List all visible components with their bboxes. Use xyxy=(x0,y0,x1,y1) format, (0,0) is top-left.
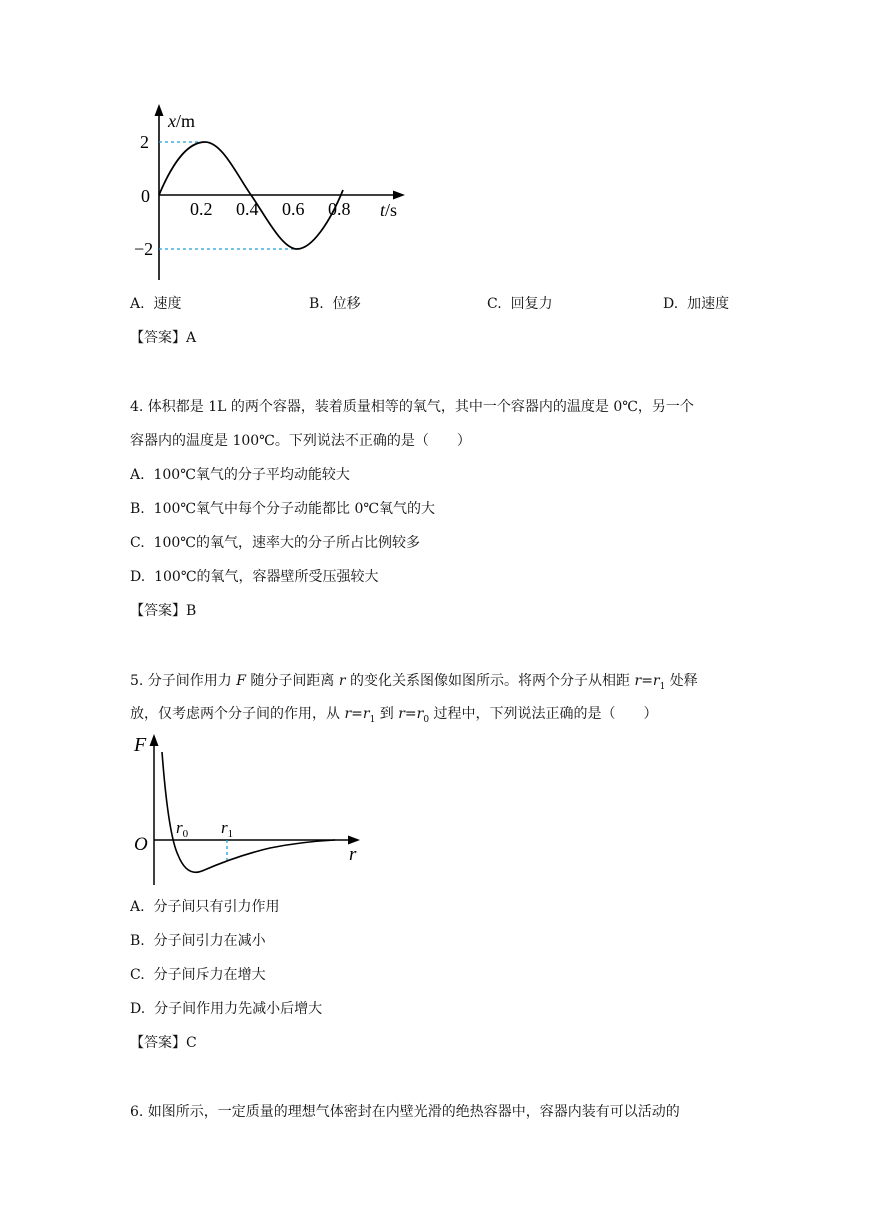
option-letter: D. xyxy=(130,569,146,585)
q4-option-c[interactable] xyxy=(130,533,420,553)
x-tick-0.2: 0.2 xyxy=(190,199,213,219)
force-curve xyxy=(162,752,335,872)
r1-label: $r_1$ xyxy=(221,818,234,840)
f-axis-label: F xyxy=(134,734,147,756)
q5-option-d[interactable] xyxy=(130,999,322,1019)
option-text: 加速度 xyxy=(687,296,730,312)
x-tick-0.6: 0.6 xyxy=(282,199,305,219)
y-tick-neg2: −2 xyxy=(134,239,154,259)
f-axis-arrow xyxy=(150,734,159,746)
x-tick-0.8: 0.8 xyxy=(328,199,351,219)
option-text: 分子间引力在减小 xyxy=(153,933,266,949)
answer-label: 【答案】 xyxy=(130,330,186,346)
option-letter: C. xyxy=(487,296,502,312)
y-axis-label: x/m xyxy=(168,111,196,131)
option-letter: D. xyxy=(663,296,679,312)
x-axis-arrow xyxy=(393,191,405,200)
option-text: 分子间作用力先减小后增大 xyxy=(154,1001,323,1017)
option-letter: B. xyxy=(130,933,145,949)
q4-stem-line2: 容器内的温度是 100℃。下列说法不正确的是（ ） xyxy=(130,433,471,449)
q6-stem-line1: 6. 如图所示，一定质量的理想气体密封在内壁光滑的绝热容器中，容器内装有可以活动的 xyxy=(130,1104,680,1120)
q4-option-b[interactable] xyxy=(130,499,435,519)
option-letter: C. xyxy=(130,967,145,983)
answer-value: B xyxy=(186,603,197,619)
option-letter: A. xyxy=(130,467,145,483)
q3-answer xyxy=(130,328,196,348)
x-tick-0.4: 0.4 xyxy=(236,199,259,219)
q4-option-d[interactable] xyxy=(130,567,378,587)
y-axis-arrow xyxy=(155,104,164,116)
xt-graph-figure xyxy=(130,100,420,290)
option-text: 速度 xyxy=(153,296,182,312)
option-text: 回复力 xyxy=(510,296,553,312)
option-letter: D. xyxy=(130,1001,146,1017)
r0-label: $r_0$ xyxy=(176,818,189,840)
option-text: 100℃的氧气，容器壁所受压强较大 xyxy=(154,569,379,585)
option-letter: B. xyxy=(309,296,324,312)
q4-stem-line1: 4. 体积都是 1L 的两个容器，装着质量相等的氧气，其中一个容器内的温度是 0℃，另一个 xyxy=(130,399,694,415)
option-letter: B. xyxy=(130,501,145,517)
q4-option-a[interactable] xyxy=(130,465,350,485)
q5-option-c[interactable] xyxy=(130,965,266,985)
option-text: 位移 xyxy=(332,296,361,312)
q5-option-a[interactable] xyxy=(130,897,279,917)
option-letter: C. xyxy=(130,535,145,551)
y-tick-2: 2 xyxy=(140,132,149,152)
option-text: 100℃氧气的分子平均动能较大 xyxy=(153,467,350,483)
q5-stem-line2: 放，仅考虑两个分子间的作用，从 $r=r_1$ 到 $r=r_0$ 过程中，下列说法正确的是（ ） xyxy=(130,706,658,725)
x-axis-label: t/s xyxy=(380,200,398,220)
option-text: 分子间只有引力作用 xyxy=(153,899,280,915)
answer-label: 【答案】 xyxy=(130,1035,186,1051)
q3-option-c[interactable] xyxy=(487,294,553,314)
r-axis-label: r xyxy=(349,844,357,865)
answer-value: C xyxy=(186,1035,197,1051)
q4-answer xyxy=(130,601,196,621)
answer-label: 【答案】 xyxy=(130,603,186,619)
q3-option-d[interactable] xyxy=(663,294,729,314)
q5-stem-line1: 5. 分子间作用力 F 随分子间距离 r 的变化关系图像如图所示。将两个分子从相距 $r=r_1$ 处释 xyxy=(130,673,698,692)
force-distance-graph-figure xyxy=(130,730,365,890)
option-text: 100℃氧气中每个分子动能都比 0℃氧气的大 xyxy=(153,501,436,517)
option-text: 100℃的氧气，速率大的分子所占比例较多 xyxy=(153,535,420,551)
answer-value: A xyxy=(186,330,197,346)
q3-option-b[interactable] xyxy=(309,294,361,314)
q5-option-b[interactable] xyxy=(130,931,266,951)
q5-answer xyxy=(130,1033,197,1053)
q3-option-a[interactable] xyxy=(130,294,181,314)
option-letter: A. xyxy=(130,296,145,312)
option-text: 分子间斥力在增大 xyxy=(153,967,266,983)
origin-label: 0 xyxy=(141,186,150,206)
option-letter: A. xyxy=(130,899,145,915)
origin-o-label: O xyxy=(134,834,148,855)
